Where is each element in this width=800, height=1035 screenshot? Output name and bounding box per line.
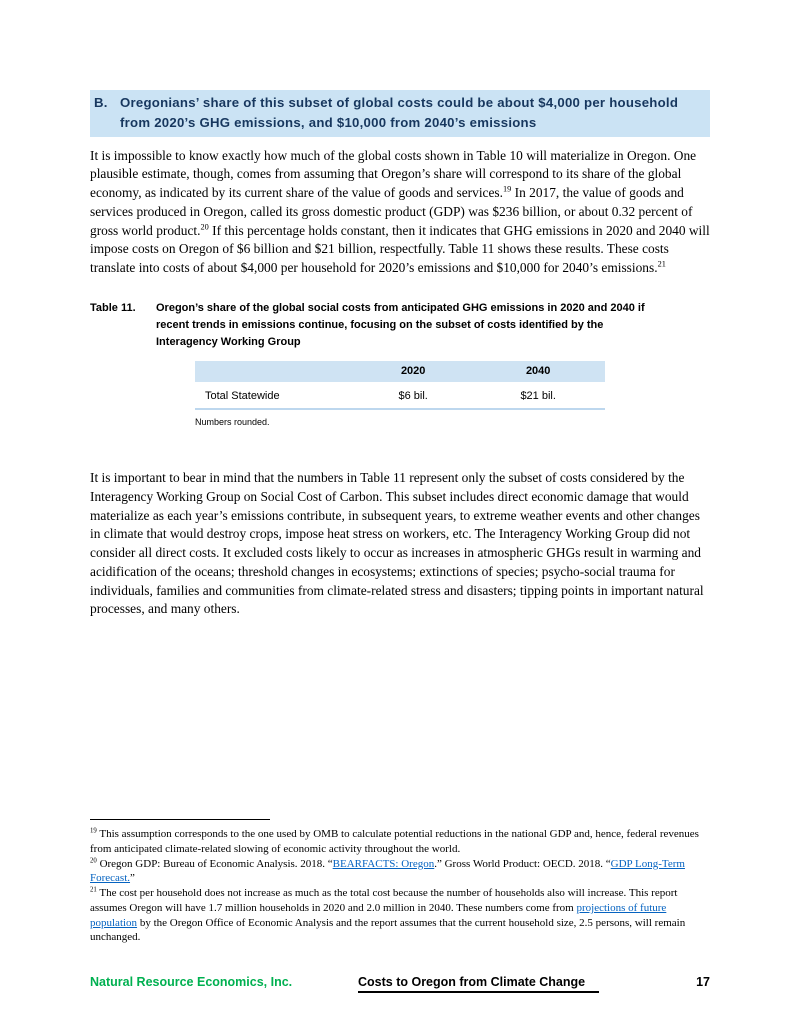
body-paragraph-1: It is impossible to know exactly how much of the global costs shown in Table 10 will materialize in Oregon. One plausible estimate, though, comes from assuming that Oregon’s share will correspond to its share of the global economy, as indicated by its current share of the value of goods and services.$^{19}$ In 2017, the value of goods and services produced in Oregon, called its gross domestic product (GDP) was $236 billion, or about 0.32 percent of gross world product.$^{20}$ If this percentage holds constant, then it indicates that GHG emissions in 2020 and 2040 will impose costs on Oregon of $6 billion and $21 billion, respectfully. Table 11 shows these results. These costs translate into costs of about $4,000 per household for 2020’s emissions and $10,000 for 2040’s emissions.$^{21}$ bbox=[90, 147, 710, 276]
footnote-reference: 19 bbox=[90, 827, 97, 835]
page-content bbox=[90, 90, 710, 619]
table-header-2020: 2020 bbox=[355, 361, 471, 384]
footer-page-number: 17 bbox=[696, 975, 710, 989]
footnote-reference: 21 bbox=[657, 259, 666, 269]
footnote-reference: 20 bbox=[200, 222, 209, 232]
table-row-label: Total Statewide bbox=[195, 384, 355, 410]
table-header-row bbox=[195, 361, 605, 384]
footnote-reference: 19 bbox=[503, 184, 512, 194]
footer-document-title: Costs to Oregon from Climate Change bbox=[358, 975, 599, 993]
table-cell-2040-value: $21 bil. bbox=[471, 384, 605, 410]
table-caption bbox=[90, 300, 710, 351]
footnote-20: $^{20}$ Oregon GDP: Bureau of Economic Analysis. 2018. “BEARFACTS: Oregon.” Gross World Product: OECD. 2018. “GDP Long-Term Forecast.” bbox=[90, 856, 685, 885]
table-header-2040: 2040 bbox=[471, 361, 605, 384]
page-footer bbox=[90, 975, 710, 993]
table-row bbox=[195, 384, 605, 410]
section-heading bbox=[90, 90, 710, 137]
table-11 bbox=[195, 361, 605, 410]
footnote-19: $^{19}$ This assumption corresponds to the one used by OMB to calculate potential reductions in the national GDP and, hence, federal revenues from anticipated climate-related slowing of economic activity throughout the world. bbox=[90, 827, 699, 855]
table-cell-2020-value: $6 bil. bbox=[355, 384, 471, 410]
table-caption-label: Table 11. bbox=[90, 301, 136, 314]
table-corner-cell bbox=[195, 361, 355, 384]
footnote-separator bbox=[90, 819, 270, 820]
footnotes-section bbox=[90, 819, 710, 945]
hyperlink[interactable]: projections of future population bbox=[90, 901, 667, 929]
footnote-21: $^{21}$ The cost per household does not increase as much as the total cost because the number of households also will increase. This report assumes Oregon will have 1.7 million households in 2020 and 2.0 million in 2040. These numbers come from projections of future population by the Oregon Office of Economic Analysis and the report assumes that the current household size, 2.5 persons, will remain unchanged. bbox=[90, 886, 686, 944]
section-heading-label: B. bbox=[94, 95, 108, 110]
body-paragraph-2: It is important to bear in mind that the numbers in Table 11 represent only the subset of costs considered by the Interagency Working Group on Social Cost of Carbon. This subset includes direct economic damage that would materialize as each year’s emissions contribute, in subsequent years, to extreme weather events and other changes in climate that would destroy crops, impose heat stress on workers, etc. The Interagency Working Group did not consider all direct costs. It excluded costs likely to occur as increases in atmospheric GHGs result in warming and acidification of the oceans; threshold changes in ecosystems; extinctions of species; psycho-social trauma for individuals, families and communities from climate-related stress and disasters; tipping points in important natural processes, and many others. bbox=[90, 470, 704, 617]
table-caption-text: Oregon’s share of the global social costs from anticipated GHG emissions in 2020 and 2040 if recent trends in emissions continue, focusing on the subset of costs identified by the Interagency Working Group bbox=[156, 301, 645, 349]
footer-company-name: Natural Resource Economics, Inc. bbox=[90, 975, 293, 989]
table-note: Numbers rounded. bbox=[195, 417, 270, 428]
hyperlink[interactable]: BEARFACTS: Oregon bbox=[332, 857, 435, 870]
section-heading-text: Oregonians’ share of this subset of global costs could be about $4,000 per household from 2020’s GHG emissions, and $10,000 from 2040’s emissions bbox=[120, 95, 679, 130]
footnote-reference: 21 bbox=[90, 886, 97, 894]
footnote-reference: 20 bbox=[90, 856, 97, 864]
hyperlink[interactable]: GDP Long-Term Forecast. bbox=[90, 857, 685, 885]
